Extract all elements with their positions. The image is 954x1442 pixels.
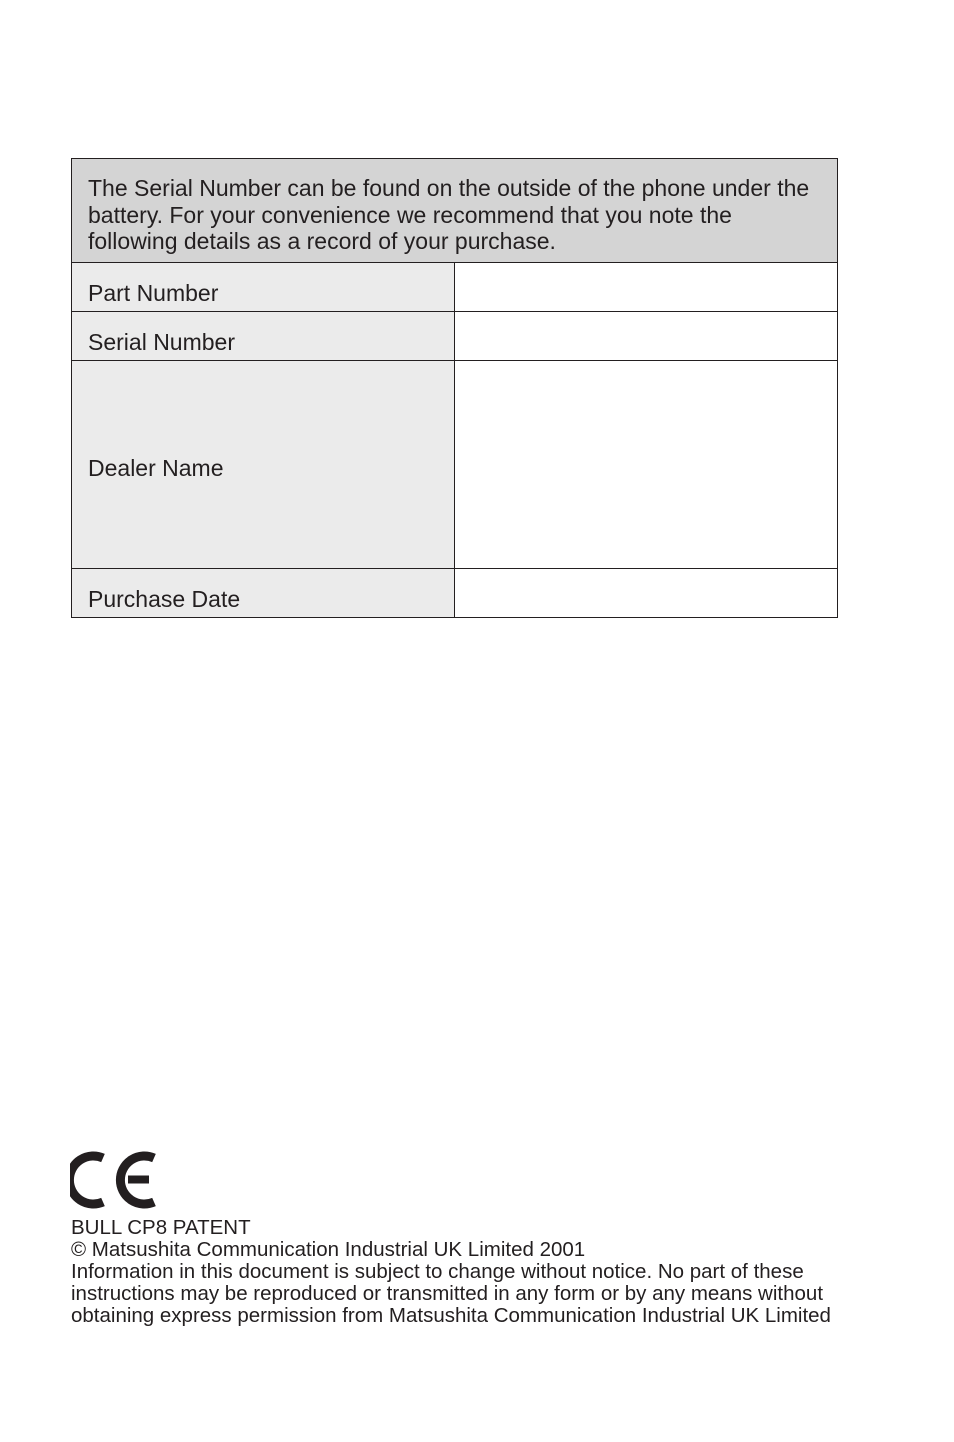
serial-number-row xyxy=(72,311,838,360)
dealer-name-row xyxy=(72,360,838,568)
dealer-name-label: Dealer Name xyxy=(72,360,455,568)
purchase-date-row xyxy=(72,568,838,617)
serial-number-field xyxy=(455,311,838,360)
dealer-name-field xyxy=(455,360,838,568)
part-number-label: Part Number xyxy=(72,262,455,311)
footer xyxy=(71,1217,841,1327)
copyright-line: © Matsushita Communication Industrial UK Limited 2001 xyxy=(71,1238,586,1261)
part-number-row xyxy=(72,262,838,311)
serial-number-label: Serial Number xyxy=(72,311,455,360)
intro-text: The Serial Number can be found on the outside of the phone under the battery. For your convenience we recommend that you note the following details as a record of your purchase. xyxy=(72,159,838,263)
patent-line: BULL CP8 PATENT xyxy=(71,1216,251,1239)
intro-row xyxy=(72,159,838,263)
legal-notice: Information in this document is subject to change without notice. No part of these instructions may be reproduced or transmitted in any form or by any means without obtaining express permission from Matsushita Communication Industrial UK Limited xyxy=(71,1260,831,1327)
purchase-date-label: Purchase Date xyxy=(72,568,455,617)
purchase-date-field xyxy=(455,568,838,617)
part-number-field xyxy=(455,262,838,311)
ce-mark-icon xyxy=(70,1149,158,1211)
purchase-record-table xyxy=(71,158,838,618)
